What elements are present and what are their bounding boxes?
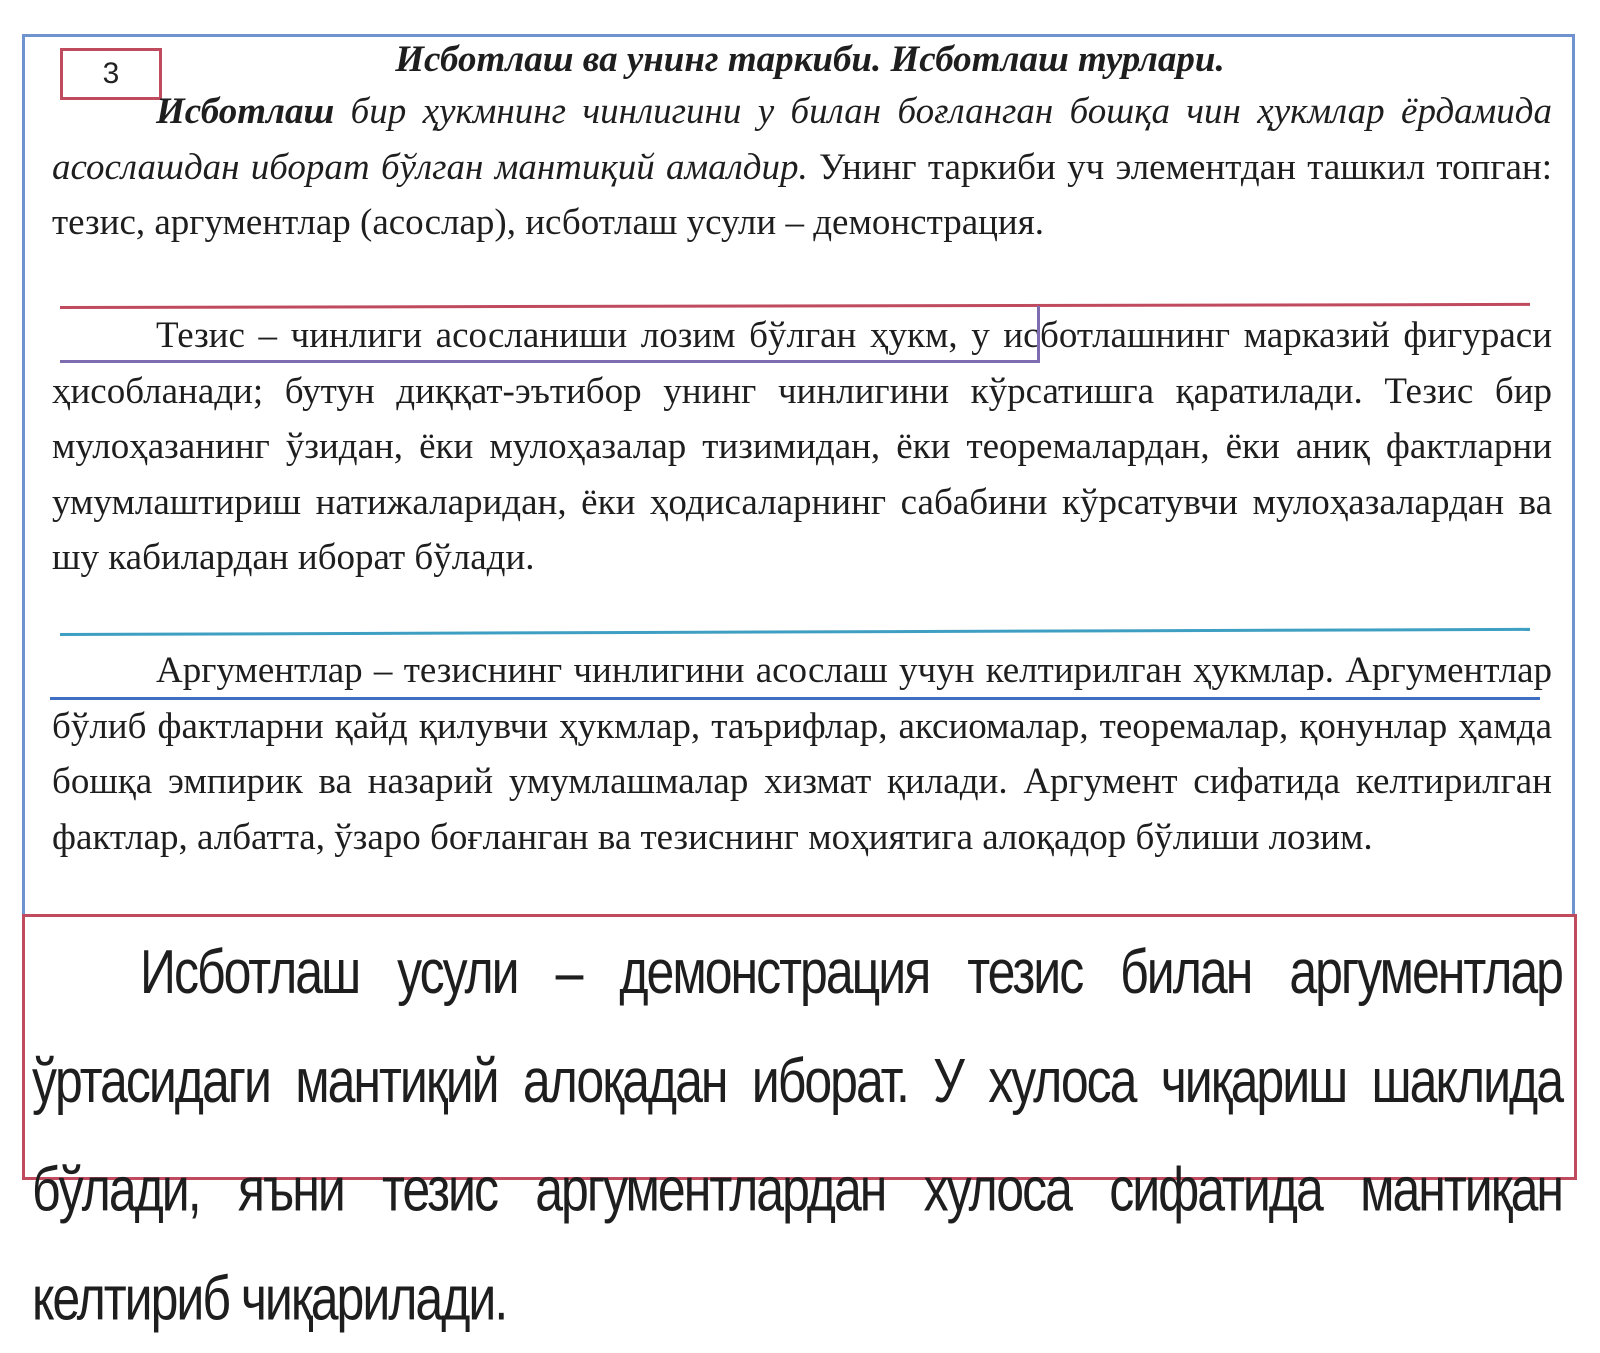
page-title: Исботлаш ва унинг таркиби. Исботлаш турлари. bbox=[395, 39, 1225, 80]
proof-definition-text: бир ҳукмнинг чинлигини у билан боғланган бошқа чин ҳукмлар ёрдамида асослашдан иборат бўлган мантиқий амалдир. bbox=[52, 91, 1552, 188]
term-proof: Исботлаш bbox=[156, 91, 335, 132]
proof-structure-text: Унинг таркиби уч элементдан ташкил топган: тезис, аргументлар (асослар), исботлаш усули – демонстрация. bbox=[52, 146, 1552, 243]
paragraph-proof-definition bbox=[52, 84, 1552, 251]
underline-thesis-definition bbox=[60, 360, 1040, 363]
paragraph-thesis: Тезис – чинлиги асосланиши лозим бўлган ҳукм, у исботлашнинг марказий фигураси ҳисобланади; бутун диққат-эътибор унинг чинлигини кўрсатишга қаратилади. Тезис бир мулоҳазанинг ўзидан, ёки мулоҳазалар тизимидан, ёки теоремалардан, ёки аниқ фактларни умумлаштириш натижаларидан, ёки ҳодисаларнинг сабабини кўрсатувчи мулоҳазалардан ва шу кабилардан иборат бўлади. bbox=[52, 315, 1552, 578]
underline-arguments-definition bbox=[50, 697, 1540, 700]
underline-thesis-marker bbox=[1037, 306, 1040, 361]
paragraph-arguments: Аргументлар – тезиснинг чинлигини асослаш учун келтирилган ҳукмлар. Аргументлар бўлиб фактларни қайд қилувчи ҳукмлар, таърифлар, аксиомалар, теоремалар, қонунлар ҳамда бошқа эмпирик ва назарий умумлашмалар хизмат қилади. Аргумент сифатида келтирилган фактлар, албатта, ўзаро боғланган ва тезиснинг моҳиятига алоқадор бўлиши лозим. bbox=[52, 650, 1552, 858]
page-number-badge: 3 bbox=[60, 48, 162, 100]
paragraph-demonstration: Исботлаш усули – демонстрация тезис билан аргументлар ўртасидаги мантиқий алоқадан иборат. У хулоса чиқариш шаклида бўлади, яъни тезис аргументлардан хулоса сифатида мантиқан келтириб чиқарилади. bbox=[32, 936, 1562, 1333]
